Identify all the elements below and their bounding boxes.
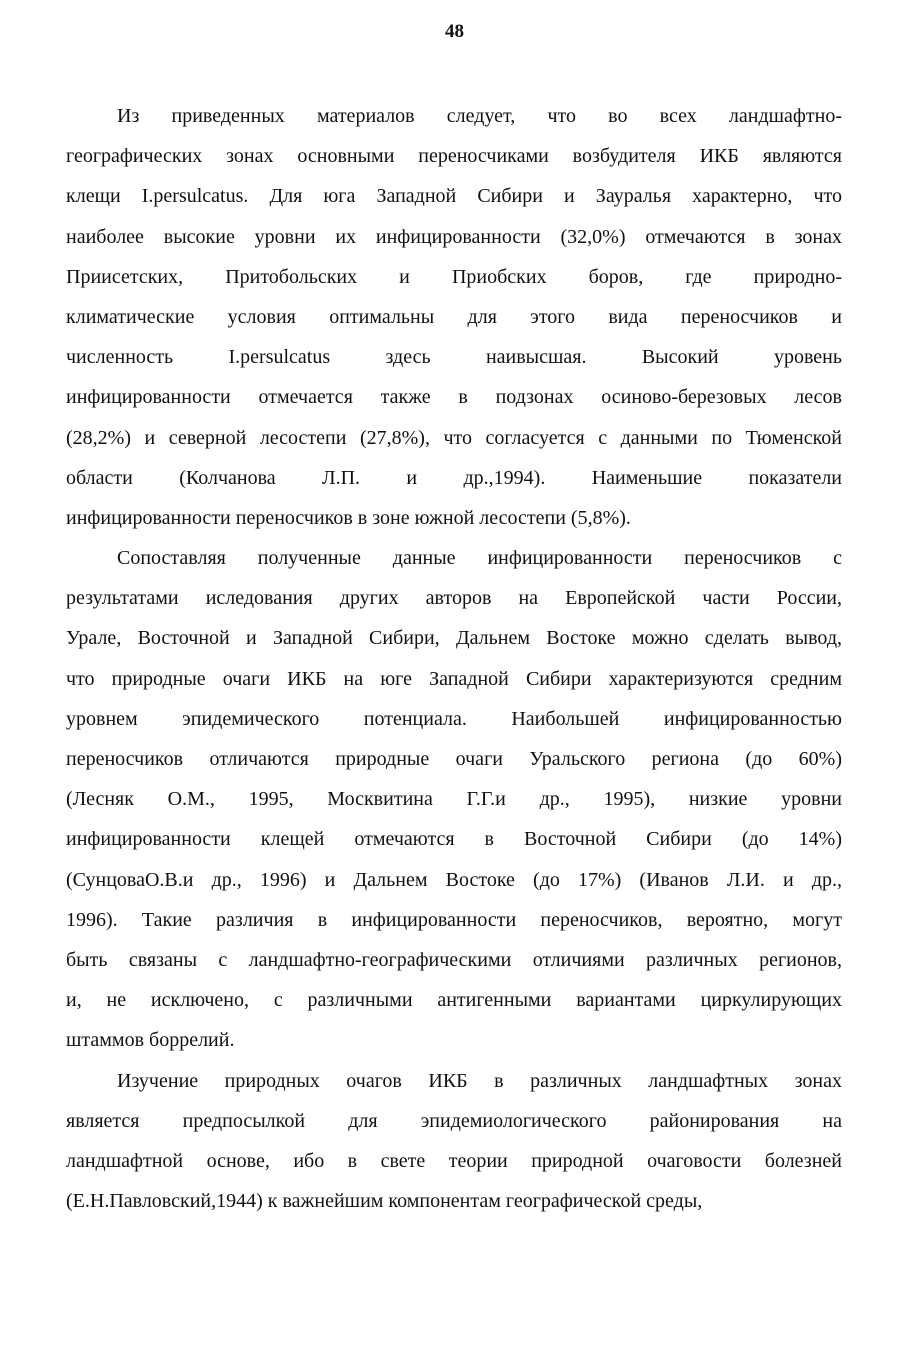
text-line: (Е.Н.Павловский,1944) к важнейшим компонентам географической среды,: [66, 1190, 703, 1213]
text-line: является предпосылкой для эпидемиологического районирования на: [66, 1109, 842, 1132]
text-line: географических зонах основными переносчиками возбудителя ИКБ являются: [66, 145, 842, 168]
paragraph-1: [66, 96, 842, 538]
text-line: численность I.persulcatus здесь наивысшая. Высокий уровень: [66, 346, 842, 369]
text-line: что природные очаги ИКБ на юге Западной Сибири характеризуются средним: [66, 667, 842, 690]
body-text: [66, 96, 842, 1221]
text-line: переносчиков отличаются природные очаги Уральского региона (до 60%): [66, 748, 842, 770]
text-line: результатами иследования других авторов на Европейской части России,: [66, 587, 842, 610]
text-line: быть связаны с ландшафтно-географическими отличиями различных регионов,: [66, 948, 842, 971]
text-line: Сопоставляя полученные данные инфицированности переносчиков с: [117, 547, 842, 570]
text-line: и, не исключено, с различными антигенными вариантами циркулирующих: [66, 989, 842, 1012]
text-line: штаммов боррелий.: [66, 1029, 235, 1052]
text-line: инфицированности отмечается также в подзонах осиново-березовых лесов: [66, 386, 842, 409]
text-line: Из приведенных материалов следует, что во всех ландшафтно-: [117, 105, 842, 127]
page-number: 48: [445, 21, 464, 42]
text-line: (Лесняк О.М., 1995, Москвитина Г.Г.и др., 1995), низкие уровни: [66, 788, 842, 811]
text-line: области (Колчанова Л.П. и др.,1994). Наименьшие показатели: [66, 466, 842, 489]
text-line: Изучение природных очагов ИКБ в различных ландшафтных зонах: [117, 1069, 842, 1092]
text-line: Приисетских, Притобольских и Приобских боров, где природно-: [66, 265, 842, 288]
text-line: инфицированности переносчиков в зоне южной лесостепи (5,8%).: [66, 506, 631, 529]
text-line: клещи I.persulcatus. Для юга Западной Сибири и Зауралья характерно, что: [66, 185, 842, 208]
text-line: (СунцоваО.В.и др., 1996) и Дальнем Востоке (до 17%) (Иванов Л.И. и др.,: [66, 868, 842, 891]
text-line: наиболее высокие уровни их инфицированности (32,0%) отмечаются в зонах: [66, 225, 842, 248]
text-line: Урале, Восточной и Западной Сибири, Дальнем Востоке можно сделать вывод,: [66, 627, 842, 650]
paragraph-2: [66, 538, 842, 1060]
paragraph-3: [66, 1061, 842, 1222]
text-line: (28,2%) и северной лесостепи (27,8%), что согласуется с данными по Тюменской: [66, 426, 842, 449]
text-line: 1996). Такие различия в инфицированности переносчиков, вероятно, могут: [66, 908, 842, 931]
text-line: уровнем эпидемического потенциала. Наибольшей инфицированностью: [66, 707, 842, 730]
text-line: ландшафтной основе, ибо в свете теории природной очаговости болезней: [66, 1149, 842, 1172]
text-line: инфицированности клещей отмечаются в Восточной Сибири (до 14%): [66, 828, 842, 851]
text-line: климатические условия оптимальны для этого вида переносчиков и: [66, 305, 842, 328]
